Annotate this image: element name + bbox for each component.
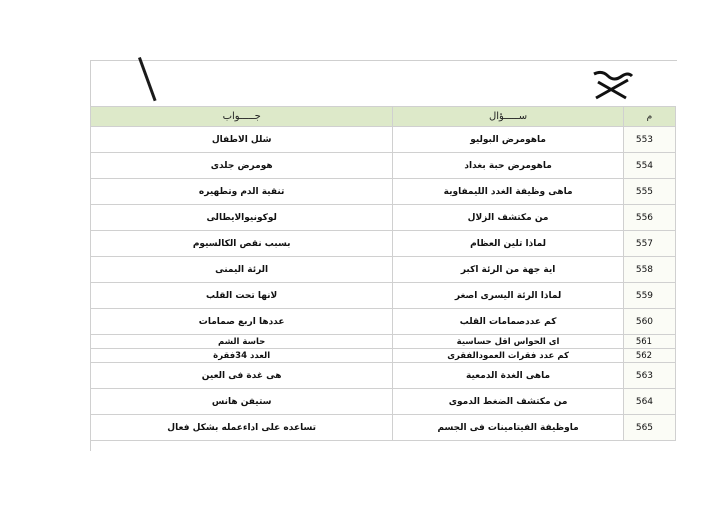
row-number: 553 bbox=[623, 127, 675, 153]
table-row bbox=[91, 257, 676, 283]
qa-table bbox=[90, 106, 676, 441]
row-question: كم عددصمامات القلب bbox=[393, 309, 624, 335]
row-number: 560 bbox=[623, 309, 675, 335]
row-number: 556 bbox=[623, 205, 675, 231]
row-answer: تنقية الدم وتطهيره bbox=[91, 179, 393, 205]
row-number: 559 bbox=[623, 283, 675, 309]
table-row bbox=[91, 349, 676, 363]
table-header-row bbox=[91, 107, 676, 127]
decorative-ornament-icon bbox=[588, 68, 634, 102]
row-number: 555 bbox=[623, 179, 675, 205]
row-number: 564 bbox=[623, 389, 675, 415]
table-row bbox=[91, 415, 676, 441]
row-answer: تساعده على اداءعمله بشكل فعال bbox=[91, 415, 393, 441]
table-row bbox=[91, 205, 676, 231]
table-row bbox=[91, 335, 676, 349]
row-question: ماهى وظيفة الغدد الليمفاوية bbox=[393, 179, 624, 205]
row-answer: هومرض جلدى bbox=[91, 153, 393, 179]
table-row bbox=[91, 283, 676, 309]
row-question: ماهومرض حبة بغداد bbox=[393, 153, 624, 179]
row-number: 554 bbox=[623, 153, 675, 179]
row-number: 561 bbox=[623, 335, 675, 349]
row-number: 558 bbox=[623, 257, 675, 283]
row-number: 557 bbox=[623, 231, 675, 257]
row-answer: عددها اربع صمامات bbox=[91, 309, 393, 335]
row-number: 563 bbox=[623, 363, 675, 389]
row-question: ماهومرض البوليو bbox=[393, 127, 624, 153]
row-question: لماذا تلين العظام bbox=[393, 231, 624, 257]
table-row bbox=[91, 127, 676, 153]
row-question: من مكتشف الزلال bbox=[393, 205, 624, 231]
row-question: اى الحواس اقل حساسية bbox=[393, 335, 624, 349]
row-question: لماذا الرئة اليسرى اصغر bbox=[393, 283, 624, 309]
row-answer: العدد 34فقرة bbox=[91, 349, 393, 363]
header-answer: جـــــواب bbox=[91, 107, 393, 127]
row-number: 562 bbox=[623, 349, 675, 363]
table-row bbox=[91, 389, 676, 415]
row-question: اية جهة من الرئة اكبر bbox=[393, 257, 624, 283]
row-answer: بسبب نقص الكالسيوم bbox=[91, 231, 393, 257]
row-answer: هى غدة فى العين bbox=[91, 363, 393, 389]
table-row bbox=[91, 363, 676, 389]
table-row bbox=[91, 309, 676, 335]
table-row bbox=[91, 231, 676, 257]
row-answer: ستيفن هانس bbox=[91, 389, 393, 415]
row-answer: لانها تحت القلب bbox=[91, 283, 393, 309]
table-row bbox=[91, 153, 676, 179]
header-question: ســـــؤال bbox=[393, 107, 624, 127]
table-row bbox=[91, 179, 676, 205]
row-question: ماوظيفة الفيتامينات فى الجسم bbox=[393, 415, 624, 441]
row-question: ماهى الغدة الدمعية bbox=[393, 363, 624, 389]
row-answer: حاسة الشم bbox=[91, 335, 393, 349]
row-answer: الرئة اليمنى bbox=[91, 257, 393, 283]
row-number: 565 bbox=[623, 415, 675, 441]
row-answer: شلل الاطفال bbox=[91, 127, 393, 153]
row-question: كم عدد فقرات العمودالفقرى bbox=[393, 349, 624, 363]
row-answer: لوكونيوالايطالى bbox=[91, 205, 393, 231]
header-number: م bbox=[623, 107, 675, 127]
row-question: من مكتشف الضغط الدموى bbox=[393, 389, 624, 415]
